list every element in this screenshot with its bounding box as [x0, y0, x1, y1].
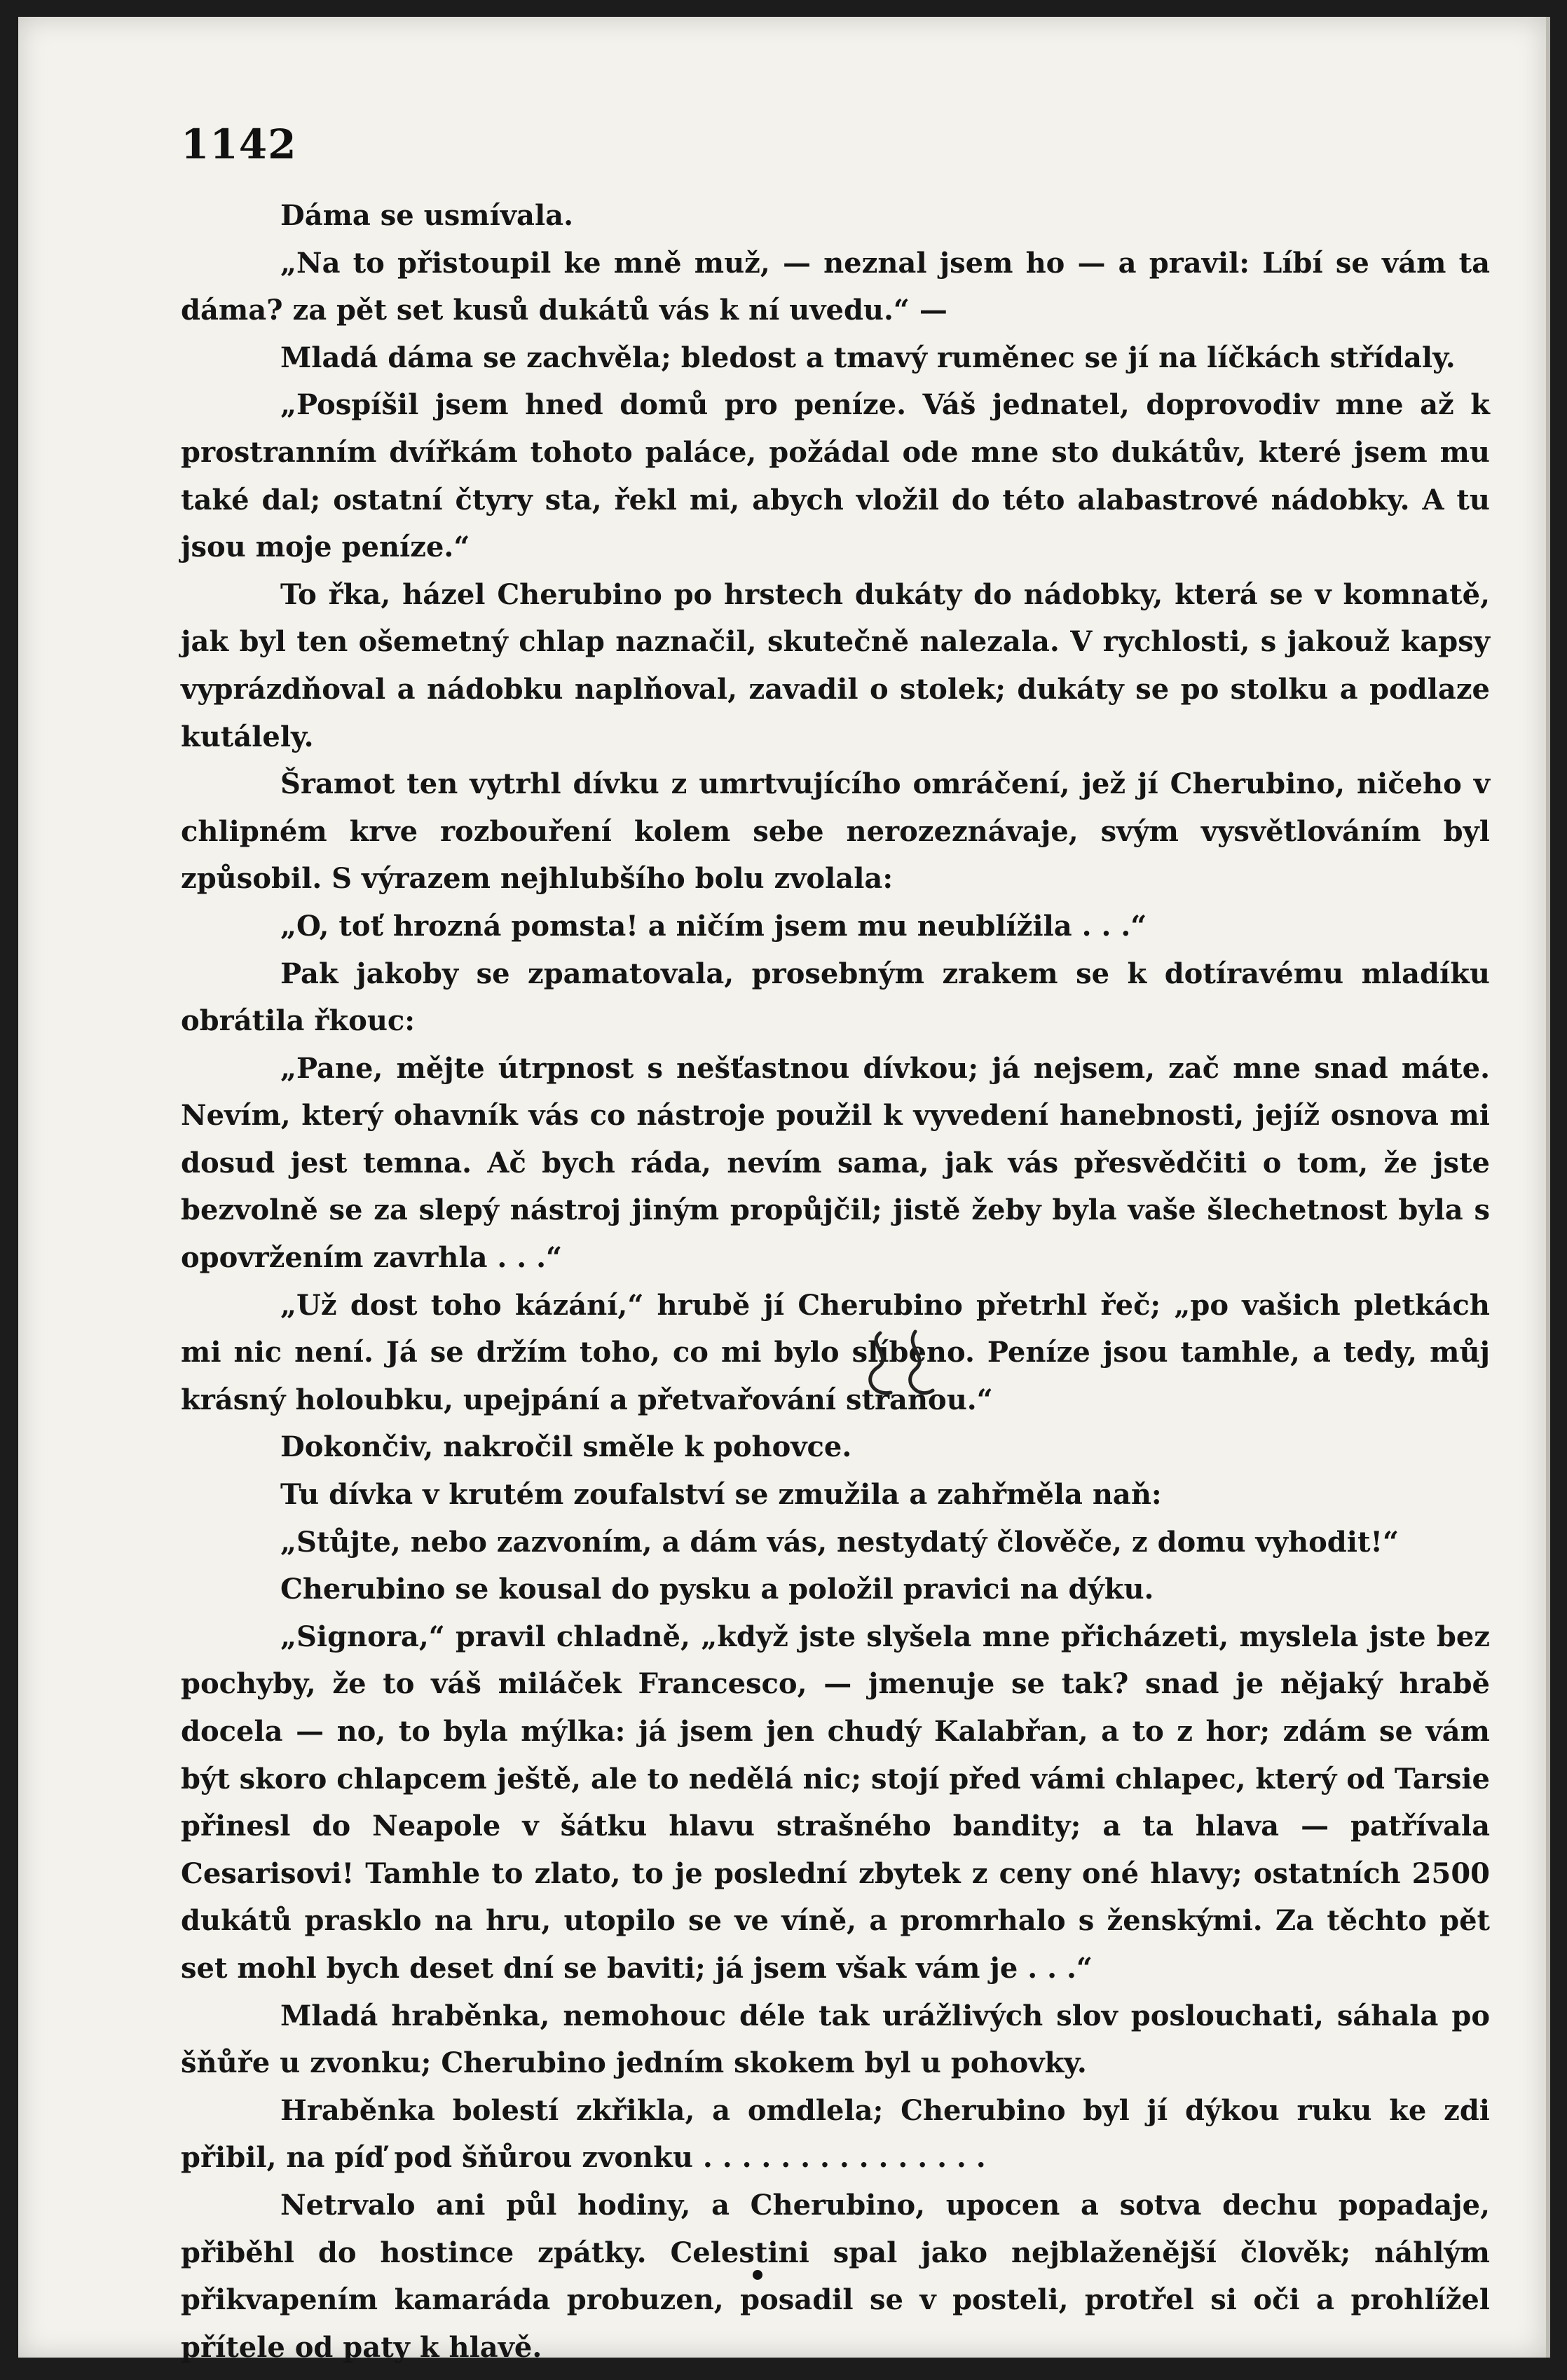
paragraph: „Pospíšil jsem hned domů pro peníze. Váš jednatel, doprovodiv mne až k prostranním dvířkám tohoto paláce, požádal ode mne sto dukátův, které jsem mu také dal; ostatní čtyry sta, řekl mi, abych vložil do této alabastrové nádobky. A tu jsou moje peníze.“ — [181, 388, 1490, 564]
paragraph: Šramot ten vytrhl dívku z umrtvujícího omráčení, jež jí Cherubino, ničeho v chlipném krve rozbouření kolem sebe nerozeznávaje, svým vysvětlováním byl způsobil. S výrazem nejhlubšího bolu zvolala: — [181, 767, 1490, 896]
paragraph: Dáma se usmívala. — [280, 199, 573, 232]
paragraph: „Na to přistoupil ke mně muž, — neznal jsem ho — a pravil: Líbí se vám ta dáma? za pět set kusů dukátů vás k ní uvedu.“ — — [181, 246, 1490, 327]
paragraph: „Pane, mějte útrpnost s nešťastnou dívkou; já nejsem, zač mne snad máte. Nevím, který ohavník vás co nástroje použil k vyvedení hanebnosti, jejíž osnova mi dosud jest temna. Ač bych ráda, nevím sama, jak vás přesvědčiti o tom, že jste bezvolně se za slepý nástroj jiným propůjčil; jistě žeby byla vaše šlechetnost byla s opovržením zavrhla . . .“ — [181, 1051, 1490, 1275]
paragraph: Dokončiv, nakročil směle k pohovce. — [280, 1430, 852, 1464]
stray-mark — [753, 2270, 762, 2280]
body-text — [181, 192, 1490, 2371]
paragraph: Hraběnka bolestí zkřikla, a omdlela; Cherubino byl jí dýkou ruku ke zdi přibil, na píď pod šňůrou zvonku . . . . . . . . . . . . . . . — [181, 2093, 1490, 2175]
paragraph: To řka, házel Cherubino po hrstech dukáty do nádobky, která se v komnatě, jak byl ten ošemetný chlap naznačil, skutečně nalezala. V rychlosti, s jakouž kapsy vyprázdňoval a nádobku naplňoval, zavadil o stolek; dukáty se po stolku a podlaze kutálely. — [181, 577, 1490, 753]
paragraph: Cherubino se kousal do pysku a položil pravici na dýku. — [280, 1573, 1154, 1606]
paragraph: Tu dívka v krutém zoufalství se zmužila a zahřměla naň: — [280, 1478, 1162, 1512]
handwritten-mark — [859, 1326, 943, 1403]
paragraph: Netrvalo ani půl hodiny, a Cherubino, upocen a sotva dechu popadaje, přiběhl do hostince zpátky. Celestini spal jako nejblaženější člověk; náhlým přikvapením kamaráda probuzen, posadil se v posteli, protřel si oči a prohlížel přítele od paty k hlavě. — [181, 2188, 1490, 2364]
paragraph: Pak jakoby se zpamatovala, prosebným zrakem se k dotíravému mladíku obrátila řkouc: — [181, 957, 1490, 1038]
paragraph: „Stůjte, nebo zazvoním, a dám vás, nestydatý člověče, z domu vyhodit!“ — [280, 1525, 1399, 1559]
paragraph: „O, toť hrozná pomsta! a ničím jsem mu neublížila . . .“ — [280, 909, 1147, 943]
paragraph: Mladá hraběnka, nemohouc déle tak urážlivých slov poslouchati, sáhala po šňůře u zvonku; Cherubino jedním skokem byl u pohovky. — [181, 1999, 1490, 2080]
paper-sheet — [18, 17, 1546, 2364]
page-edge — [1546, 17, 1550, 2358]
paragraph: „Signora,“ pravil chladně, „když jste slyšela mne přicházeti, myslela jste bez pochyby, že to váš miláček Francesco, — jmenuje se tak? snad je nějaký hrabě docela — no, to byla mýlka: já jsem jen chudý Kalabřan, a to z hor; zdám se vám být skoro chlapcem ještě, ale to nedělá nic; stojí před vámi chlapec, který od Tarsie přinesl do Neapole v šátku hlavu strašného bandity; a ta hlava — patřívala Cesarisovi! Tamhle to zlato, to je poslední zbytek z ceny oné hlavy; ostatních 2500 dukátů prasklo na hru, utopilo se ve víně, a promrhalo s ženskými. Za těchto pět set mohl bych deset dní se baviti; já jsem však vám je . . .“ — [181, 1620, 1490, 1985]
paragraph: „Už dost toho kázání,“ hrubě jí Cherubino přetrhl řeč; „po vašich pletkách mi nic není. Já se držím toho, co mi bylo slíbeno. Peníze jsou tamhle, a tedy, můj krásný holoubku, upejpání a přetvařování stranou.“ — [181, 1288, 1490, 1416]
page-number: 1142 — [181, 121, 297, 168]
paragraph: Mladá dáma se zachvěla; bledost a tmavý ruměnec se jí na líčkách střídaly. — [280, 341, 1456, 374]
